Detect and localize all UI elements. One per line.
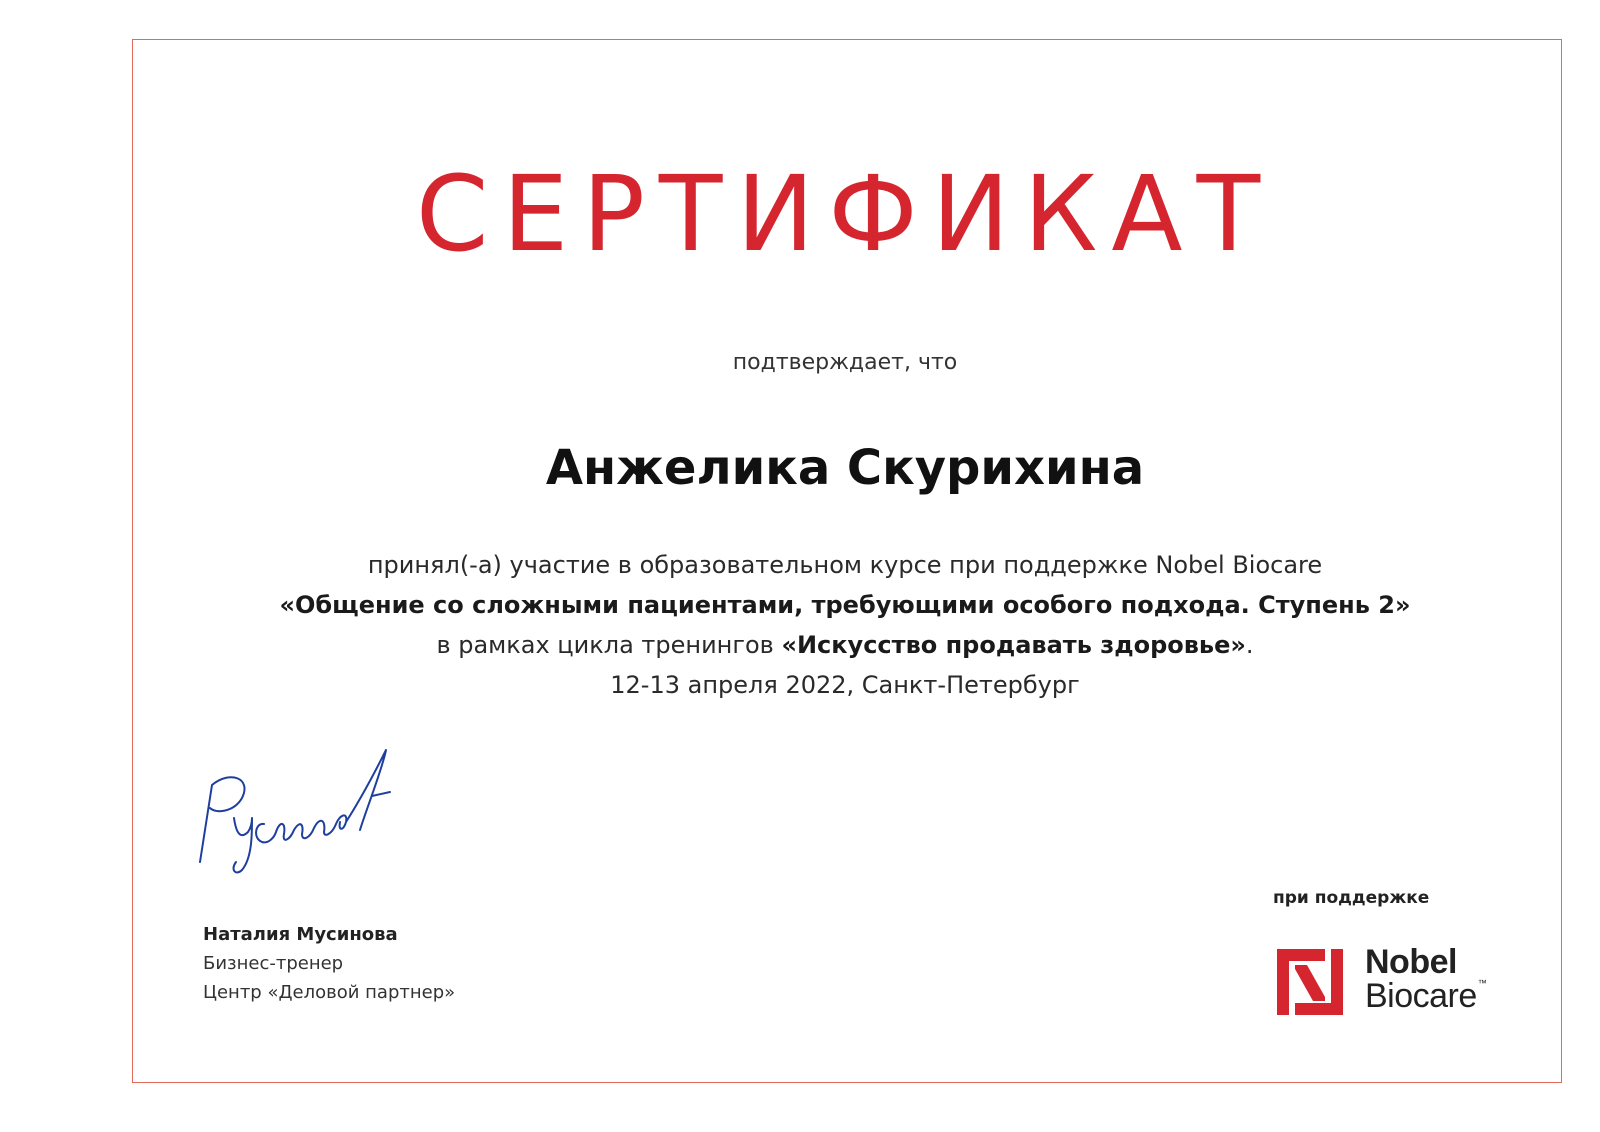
certificate-body [0, 545, 1600, 705]
logo-wordmark [1365, 945, 1486, 1013]
date-place: 12-13 апреля 2022, Санкт-Петербург [610, 671, 1080, 699]
training-cycle-name: «Искусство продавать здоровье» [781, 631, 1246, 659]
logo-word-biocare: Biocare [1365, 977, 1477, 1015]
participation-line: принял(-а) участие в образовательном курсе при поддержке Nobel Biocare [367, 551, 1323, 579]
trademark-symbol: ™ [1477, 978, 1487, 988]
course-title: «Общение со сложными пациентами, требующими особого подхода. Ступень 2» [279, 591, 1411, 619]
signatory-role: Бизнес-тренер [203, 953, 344, 974]
confirms-text: подтверждает, что [732, 350, 958, 375]
training-cycle-prefix: в рамках цикла тренингов [436, 631, 782, 659]
signatory-organization: Центр «Деловой партнер» [203, 982, 456, 1003]
logo-word-nobel: Nobel [1365, 943, 1457, 981]
recipient-name: Анжелика Скурихина [545, 440, 1145, 496]
nobel-biocare-n-icon [1273, 945, 1347, 1019]
training-cycle-line [0, 625, 1600, 665]
signatory-block [203, 920, 455, 1007]
nobel-biocare-logo [1273, 945, 1553, 1025]
sponsor-label: при поддержке [1273, 888, 1430, 908]
handwritten-signature [190, 740, 420, 880]
signatory-name: Наталия Мусинова [203, 924, 398, 945]
certificate-title: СЕРТИФИКАТ [415, 153, 1275, 275]
logo-word-biocare-line [1365, 979, 1486, 1013]
training-cycle-suffix: . [1245, 631, 1254, 659]
